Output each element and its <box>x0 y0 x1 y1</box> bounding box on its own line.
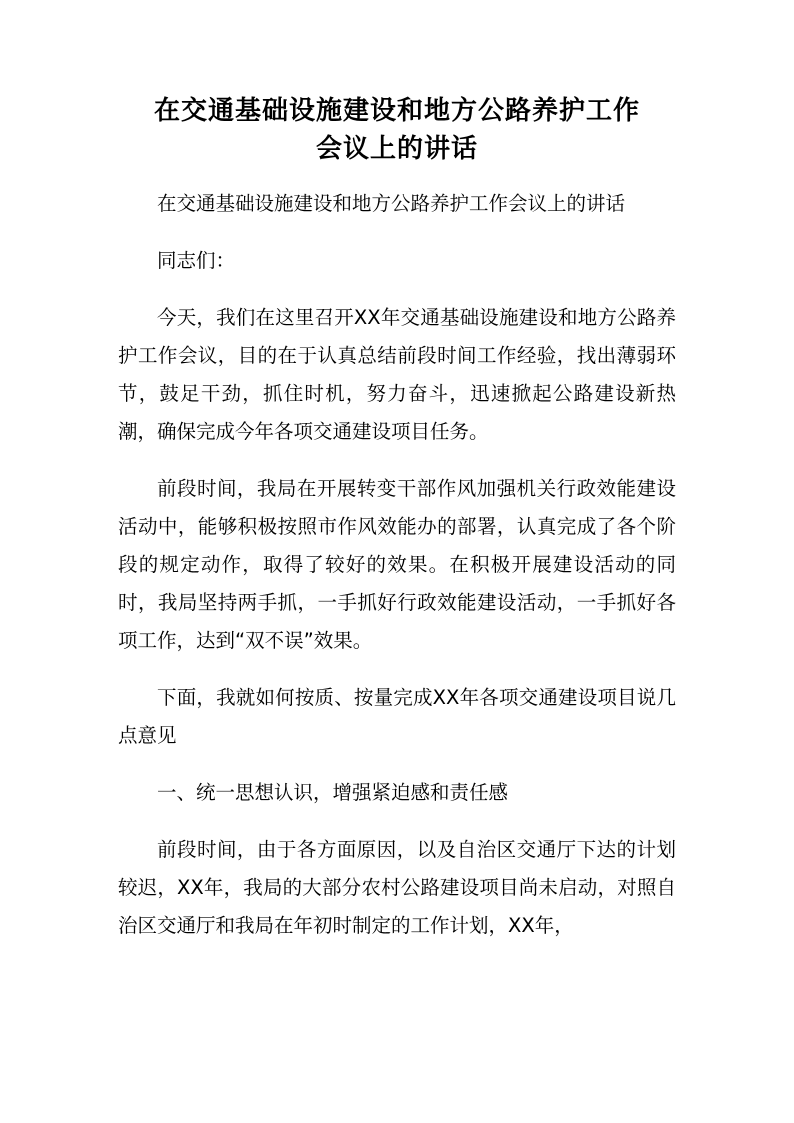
title-line-1: 在交通基础设施建设和地方公路养护工作 <box>153 96 640 126</box>
paragraph-section-1: 前段时间，由于各方面原因，以及自治区交通厅下达的计划较迟，XX年，我局的大部分农村公路建设项目尚未启动，对照自治区交通厅和我局在年初时制定的工作计划，XX年， <box>118 838 676 937</box>
paragraph-subtitle: 在交通基础设施建设和地方公路养护工作会议上的讲话 <box>157 192 626 215</box>
title-line-2: 会议上的讲话 <box>315 134 478 164</box>
paragraph-salutation: 同志们： <box>157 249 236 272</box>
section-heading-1: 一、统一思想认识，增强紧迫感和责任感 <box>157 781 509 804</box>
document-title <box>118 92 676 168</box>
paragraph-review: 前段时间，我局在开展转变干部作风加强机关行政效能建设活动中，能够积极按照市作风效能办的部署，认真完成了各个阶段的规定动作，取得了较好的效果。在积极开展建设活动的同时，我局坚持两手抓，一手抓好行政效能建设活动，一手抓好各项工作，达到“双不误”效果。 <box>118 477 676 652</box>
paragraph-opening: 今天，我们在这里召开XX年交通基础设施建设和地方公路养护工作会议，目的在于认真总结前段时间工作经验，找出薄弱环节，鼓足干劲，抓住时机，努力奋斗，迅速掀起公路建设新热潮，确保完成今年各项交通建设项目任务。 <box>118 306 676 443</box>
paragraph-intro: 下面，我就如何按质、按量完成XX年各项交通建设项目说几点意见 <box>118 686 676 747</box>
